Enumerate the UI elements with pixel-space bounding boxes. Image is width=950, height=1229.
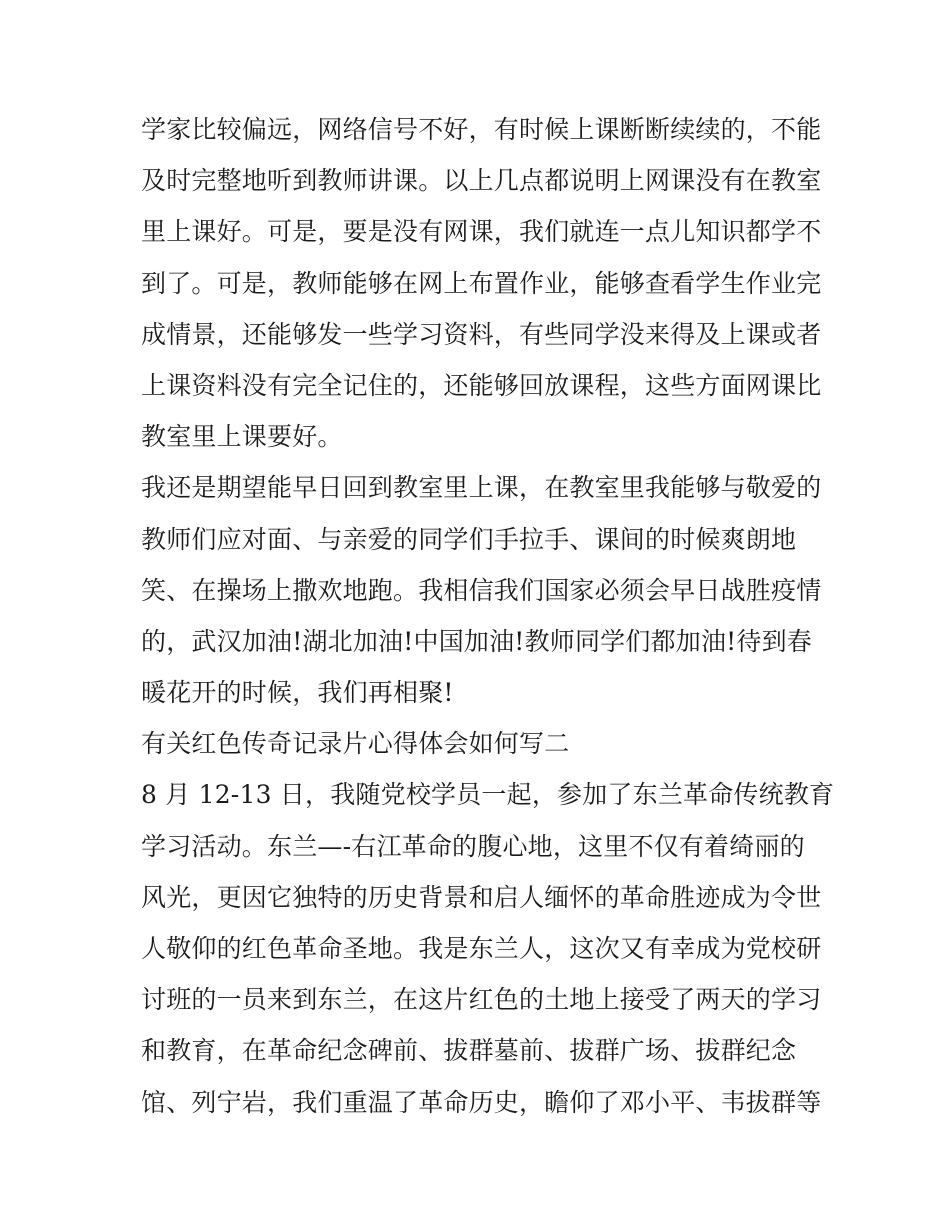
text-line: 馆、列宁岩，我们重温了革命历史，瞻仰了邓小平、韦拔群等: [141, 1087, 822, 1117]
text-line: 教室里上课要好。: [141, 422, 343, 452]
text-line: 的，武汉加油!湖北加油!中国加油!教师同学们都加油!待到春: [141, 626, 812, 656]
text-line: 里上课好。可是，要是没有网课，我们就连一点儿知识都学不: [141, 217, 822, 247]
text-line: 到了。可是，教师能够在网上布置作业，能够查看学生作业完: [141, 268, 822, 298]
text-line: 学家比较偏远，网络信号不好，有时候上课断断续续的，不能: [141, 115, 822, 144]
text-line: 成情景，还能够发一些学习资料，有些同学没来得及上课或者: [141, 319, 822, 349]
text-line: 上课资料没有完全记住的，还能够回放课程，这些方面网课比: [141, 370, 822, 400]
text-line: 8 月 12-13 日，我随党校学员一起，参加了东兰革命传统教育: [141, 780, 835, 810]
text-line: 及时完整地听到教师讲课。以上几点都说明上网课没有在教室: [141, 166, 822, 196]
section-heading: 有关红色传奇记录片心得体会如何写二: [141, 729, 570, 759]
body-text: [141, 104, 835, 1128]
text-line: 暖花开的时候，我们再相聚!: [141, 678, 454, 708]
text-line: 笑、在操场上撒欢地跑。我相信我们国家必须会早日战胜疫情: [141, 575, 822, 605]
text-line: 讨班的一员来到东兰，在这片红色的土地上接受了两天的学习: [141, 985, 822, 1015]
text-line: 和教育，在革命纪念碑前、拔群墓前、拔群广场、拔群纪念: [141, 1036, 797, 1066]
text-line: 人敬仰的红色革命圣地。我是东兰人，这次又有幸成为党校研: [141, 934, 822, 963]
text-line: 学习活动。东兰—-右江革命的腹心地，这里不仅有着绮丽的: [141, 831, 805, 861]
text-line: 教师们应对面、与亲爱的同学们手拉手、课间的时候爽朗地: [141, 524, 797, 554]
text-line: 风光，更因它独特的历史背景和启人缅怀的革命胜迹成为令世: [141, 882, 822, 912]
text-line: 我还是期望能早日回到教室里上课，在教室里我能够与敬爱的: [141, 473, 822, 503]
